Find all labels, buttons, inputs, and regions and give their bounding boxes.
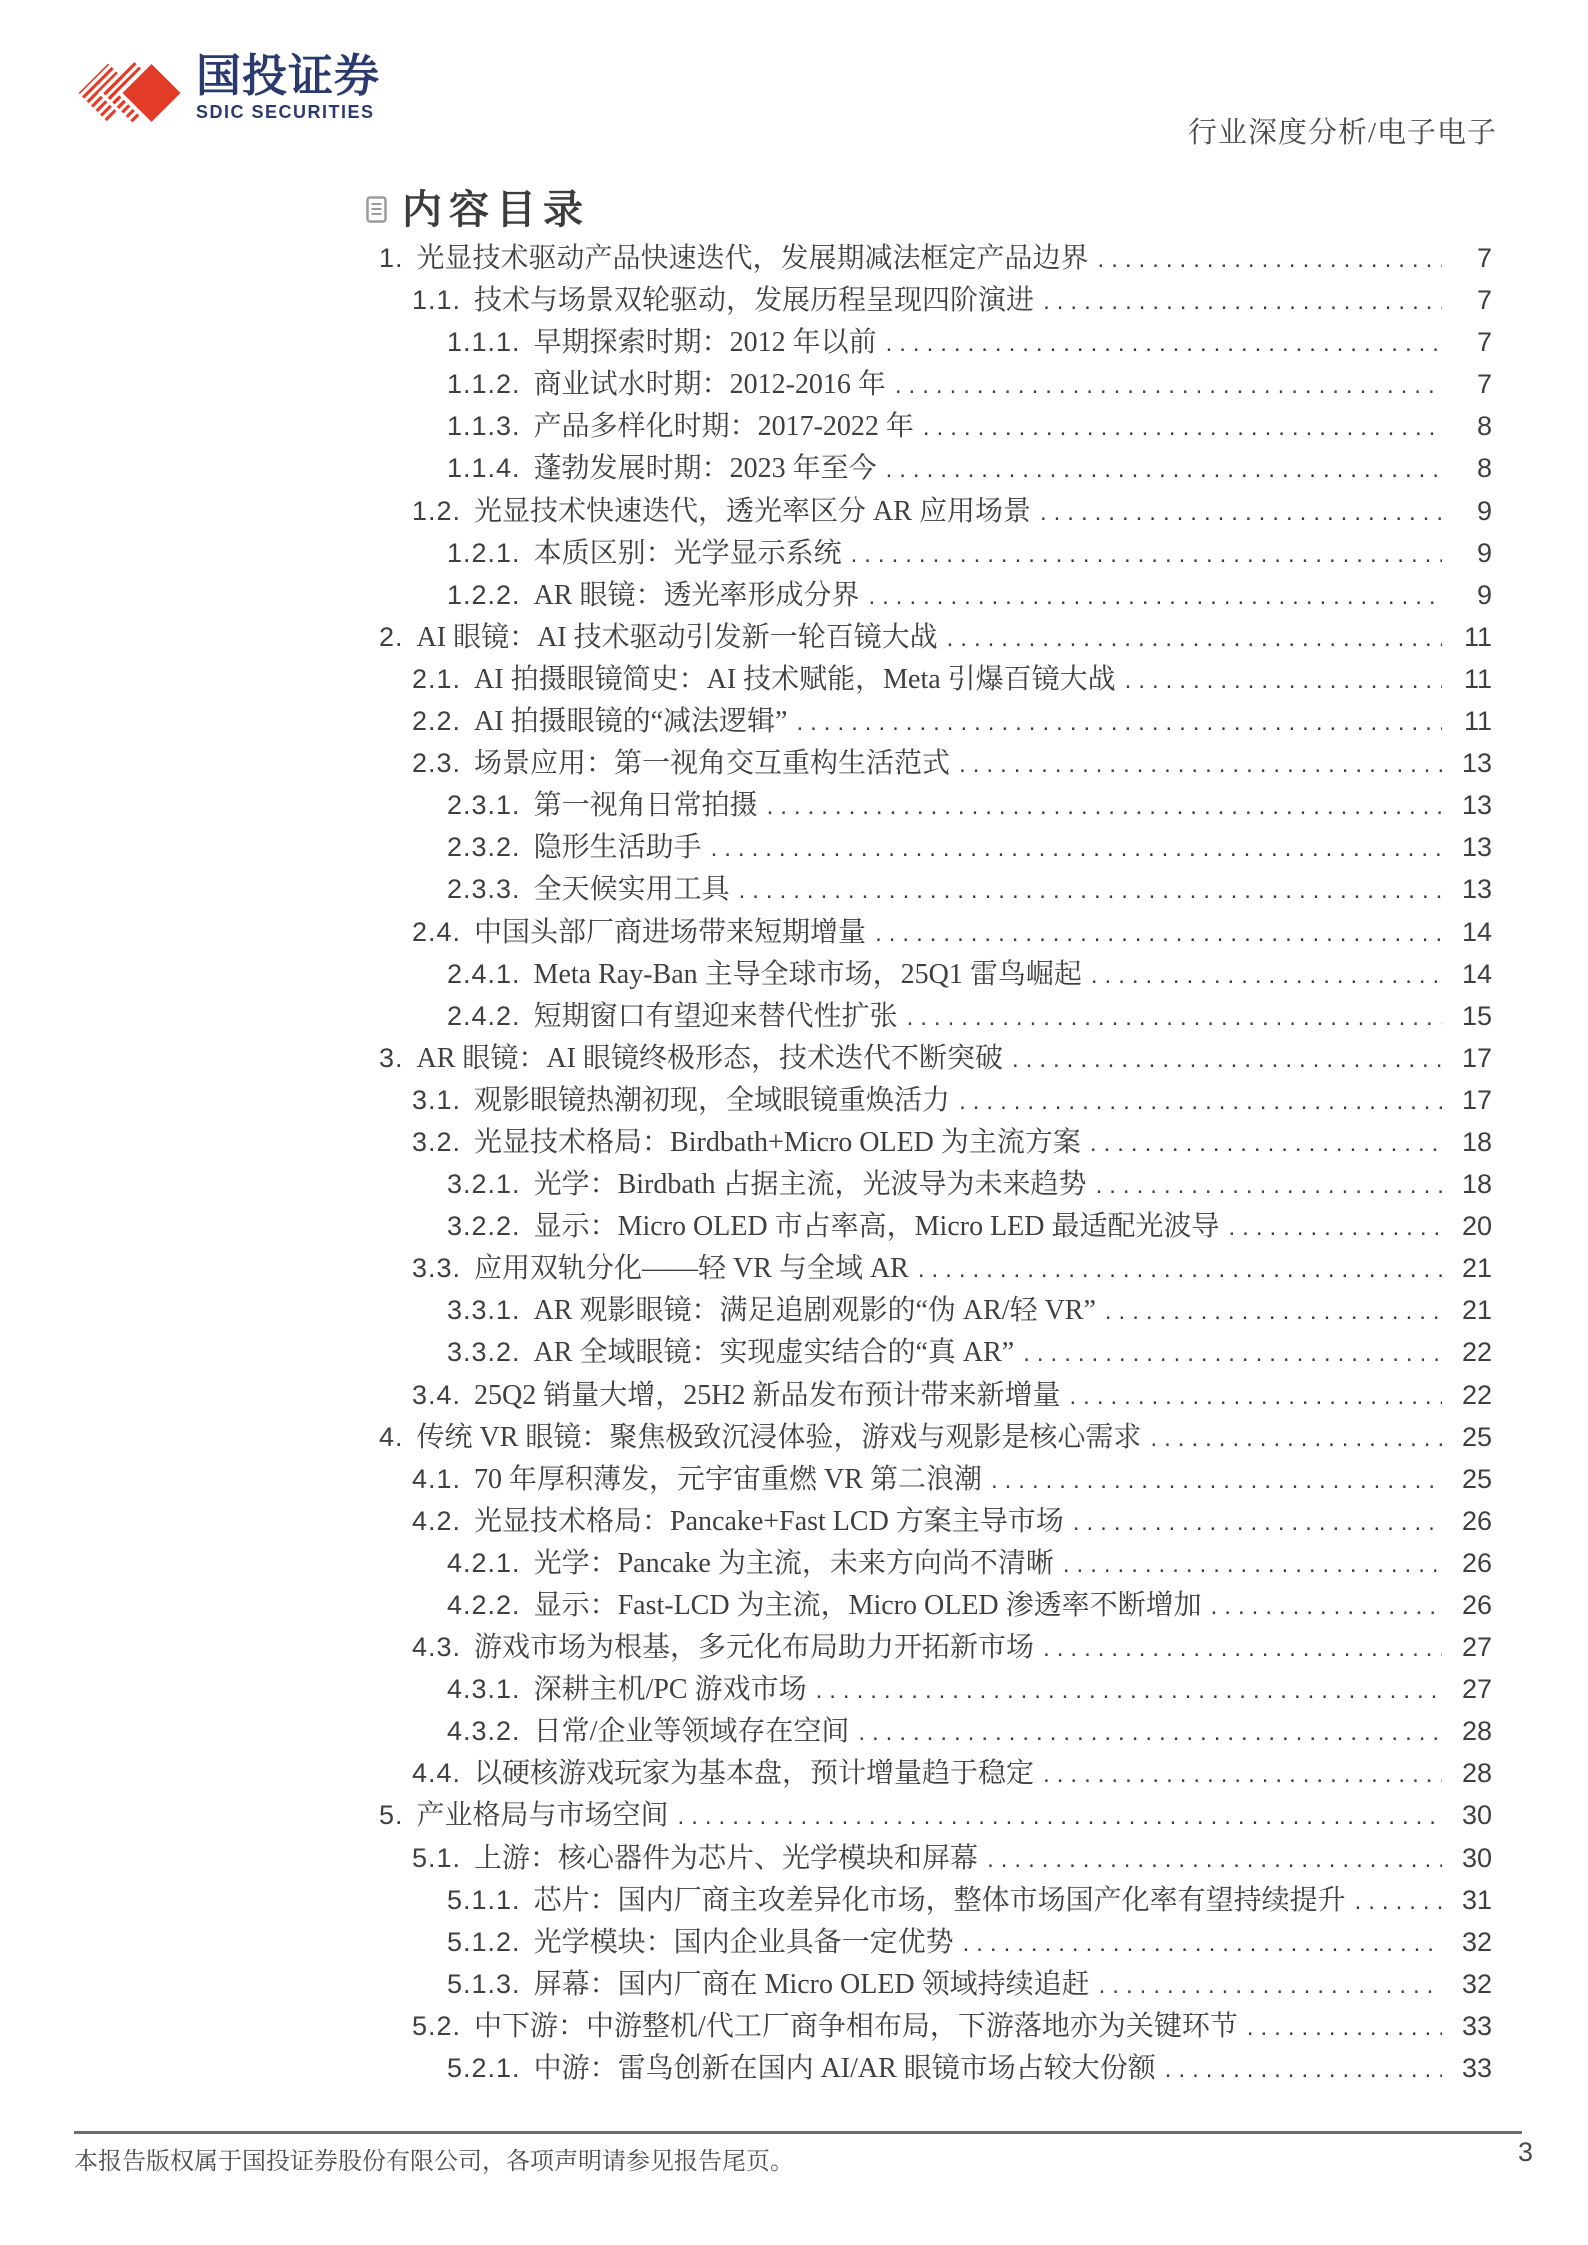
toc-entry-title: 深耕主机/PC 游戏市场 — [533, 1674, 807, 1706]
toc-entry-number: 2.4.1. — [447, 958, 521, 989]
toc-entry-number: 2.3.2. — [447, 832, 521, 863]
toc-dot-leader — [947, 625, 1442, 653]
toc-entry-title: AR 全域眼镜：实现虚实结合的“真 AR” — [533, 1337, 1015, 1369]
toc-entry-page: 9 — [1476, 579, 1492, 610]
toc-entry[interactable] — [379, 573, 1492, 615]
toc-entry-number: 5.2.1. — [447, 2053, 521, 2084]
logo-company-name-cn: 国投证券 — [196, 50, 381, 101]
footer-copyright: 本报告版权属于国投证券股份有限公司，各项声明请参见报告尾页。 — [74, 2149, 794, 2175]
toc-entry-number: 1.1.2. — [447, 369, 521, 400]
sdic-diamond-logo-icon — [78, 52, 188, 134]
toc-entry-title: 显示：Micro OLED 市占率高，Micro LED 最适配光波导 — [533, 1211, 1220, 1243]
toc-entry-number: 1.1.1. — [447, 327, 521, 358]
sdic-logo — [78, 52, 380, 134]
toc-dot-leader — [1040, 499, 1442, 527]
toc-entry[interactable] — [379, 615, 1492, 657]
toc-entry-page: 27 — [1461, 1632, 1492, 1663]
toc-entry-title: 游戏市场为根基，多元化布局助力开拓新市场 — [474, 1632, 1035, 1664]
toc-entry-page: 8 — [1476, 453, 1492, 484]
toc-entry[interactable] — [379, 404, 1492, 446]
toc-entry[interactable] — [379, 2004, 1492, 2046]
toc-entry-page: 13 — [1461, 832, 1492, 863]
toc-entry-page: 9 — [1476, 537, 1492, 568]
toc-entry-title: 场景应用：第一视角交互重构生活范式 — [474, 748, 951, 780]
toc-entry[interactable] — [379, 278, 1492, 320]
toc-entry-number: 2.2. — [412, 706, 462, 737]
toc-entry-page: 8 — [1476, 411, 1492, 442]
toc-entry-number: 3.3.2. — [447, 1337, 521, 1368]
toc-entry[interactable] — [379, 1583, 1492, 1625]
toc-entry-page: 18 — [1461, 1126, 1492, 1157]
toc-entry-page: 27 — [1461, 1674, 1492, 1705]
toc-entry[interactable] — [379, 867, 1492, 909]
toc-entry[interactable] — [379, 2046, 1492, 2088]
toc-entry-page: 14 — [1461, 916, 1492, 947]
toc-dot-leader — [959, 751, 1442, 779]
toc-entry-title: 全天候实用工具 — [533, 874, 730, 906]
toc-entry-title: 中下游：中游整机/代工厂商争相布局，下游落地亦为关键环节 — [474, 2010, 1238, 2042]
toc-entry-number: 2. — [379, 621, 404, 652]
toc-dot-leader — [678, 1803, 1442, 1831]
toc-entry-number: 4. — [379, 1421, 404, 1452]
toc-entry-title: 光显技术格局：Birdbath+Micro OLED 为主流方案 — [474, 1126, 1081, 1158]
toc-entry[interactable] — [379, 1246, 1492, 1288]
footer-divider — [74, 2131, 1522, 2134]
toc-dot-leader — [1043, 288, 1442, 316]
toc-entry[interactable] — [379, 741, 1492, 783]
toc-dot-leader — [1229, 1214, 1443, 1242]
toc-dot-leader — [1211, 1593, 1442, 1621]
toc-entry[interactable] — [379, 699, 1492, 741]
toc-entry-page: 31 — [1461, 1884, 1492, 1915]
toc-dot-leader — [1125, 667, 1442, 695]
toc-entry-page: 21 — [1461, 1295, 1492, 1326]
toc-dot-leader — [767, 793, 1442, 821]
toc-entry-page: 7 — [1476, 243, 1492, 273]
toc-entry-page: 28 — [1461, 1716, 1492, 1747]
toc-entry-number: 2.3.1. — [447, 790, 521, 821]
toc-dot-leader — [1043, 1761, 1442, 1789]
toc-entry[interactable] — [379, 1667, 1492, 1709]
toc-entry[interactable] — [379, 1288, 1492, 1330]
toc-entry-title: 应用双轨分化——轻 VR 与全域 AR — [474, 1253, 909, 1285]
toc-entry[interactable] — [379, 320, 1492, 362]
toc-entry[interactable] — [379, 783, 1492, 825]
toc-entry-number: 1.2.2. — [447, 579, 521, 610]
toc-entry-page: 33 — [1461, 2053, 1492, 2084]
toc-dot-leader — [1091, 962, 1442, 990]
toc-entry-number: 4.2.2. — [447, 1590, 521, 1620]
toc-entry-number: 3.3.1. — [447, 1295, 521, 1326]
toc-entry-number: 5.2. — [412, 2010, 462, 2041]
toc-entry[interactable] — [379, 446, 1492, 488]
toc-entry-title: 日常/企业等领域存在空间 — [533, 1716, 850, 1748]
toc-entry[interactable] — [379, 952, 1492, 994]
toc-entry[interactable] — [379, 1457, 1492, 1499]
report-type-label: 行业深度分析/电子电子 — [1187, 117, 1497, 149]
toc-entry-page: 13 — [1461, 748, 1492, 779]
toc-entry[interactable] — [379, 1541, 1492, 1583]
toc-entry-title: 光显技术快速迭代，透光率区分 AR 应用场景 — [474, 495, 1031, 527]
toc-entry[interactable] — [379, 1373, 1492, 1415]
toc-entry-number: 3.2.1. — [447, 1169, 521, 1200]
toc-entry-title: 屏幕：国内厂商在 Micro OLED 领域持续追赶 — [533, 1968, 1090, 2000]
toc-entry-number: 3. — [379, 1042, 404, 1073]
toc-entry-number: 1.2.1. — [447, 537, 521, 568]
toc-entry-title: AR 眼镜：AI 眼镜终极形态，技术迭代不断突破 — [416, 1042, 1003, 1074]
toc-entry-title: 产品多样化时期：2017-2022 年 — [533, 411, 914, 443]
toc-entry-title: 中国头部厂商进场带来短期增量 — [474, 916, 867, 948]
toc-dot-leader — [1090, 1130, 1442, 1158]
toc-entry-title: 光显技术格局：Pancake+Fast LCD 方案主导市场 — [474, 1505, 1064, 1537]
toc-entry-number: 5.1. — [412, 1842, 462, 1873]
toc-entry-title: 光学模块：国内企业具备一定优势 — [533, 1926, 954, 1958]
toc-dot-leader — [1105, 1298, 1442, 1326]
toc-dot-leader — [886, 456, 1442, 484]
toc-entry[interactable] — [379, 1204, 1492, 1246]
toc-entry-number: 3.2.2. — [447, 1211, 521, 1242]
toc-entry-number: 4.3.1. — [447, 1674, 521, 1705]
toc-entry-page: 14 — [1461, 958, 1492, 989]
toc-entry-number: 2.4.2. — [447, 1000, 521, 1031]
toc-dot-leader — [1063, 1551, 1442, 1579]
toc-entry[interactable] — [379, 1751, 1492, 1793]
toc-list — [379, 236, 1492, 2088]
toc-entry-title: 中游：雷鸟创新在国内 AI/AR 眼镜市场占较大份额 — [533, 2053, 1156, 2085]
toc-entry[interactable] — [379, 1120, 1492, 1162]
toc-dot-leader — [1150, 1425, 1442, 1453]
toc-entry-title: 隐形生活助手 — [533, 832, 702, 864]
toc-entry-page: 17 — [1461, 1084, 1492, 1115]
toc-entry-number: 1.1. — [412, 285, 462, 316]
toc-entry-number: 1.1.4. — [447, 453, 521, 484]
toc-entry-title: AI 眼镜：AI 技术驱动引发新一轮百镜大战 — [416, 621, 938, 653]
toc-entry[interactable] — [379, 1793, 1492, 1835]
toc-entry-number: 3.4. — [412, 1379, 462, 1410]
document-icon — [366, 196, 387, 223]
toc-entry[interactable] — [379, 1709, 1492, 1751]
toc-entry[interactable] — [379, 657, 1492, 699]
toc-entry[interactable] — [379, 825, 1492, 867]
toc-dot-leader — [858, 1719, 1442, 1747]
toc-entry-number: 5. — [379, 1800, 404, 1831]
toc-entry-page: 20 — [1461, 1211, 1492, 1242]
toc-entry-number: 3.1. — [412, 1084, 462, 1115]
toc-dot-leader — [851, 541, 1442, 569]
toc-entry[interactable] — [379, 1920, 1492, 1962]
logo-text — [196, 52, 380, 123]
toc-entry-page: 30 — [1461, 1800, 1492, 1831]
toc-dot-leader — [907, 1004, 1442, 1032]
toc-entry-number: 3.3. — [412, 1253, 462, 1284]
toc-entry[interactable] — [379, 362, 1492, 404]
toc-entry-title: 芯片：国内厂商主攻差异化市场，整体市场国产化率有望持续提升 — [533, 1884, 1346, 1916]
toc-entry-page: 21 — [1461, 1253, 1492, 1284]
toc-entry[interactable] — [379, 489, 1492, 531]
toc-dot-leader — [1355, 1888, 1442, 1916]
toc-entry[interactable] — [379, 1162, 1492, 1204]
toc-entry-page: 13 — [1461, 874, 1492, 905]
toc-entry-page: 15 — [1461, 1000, 1492, 1031]
toc-entry-page: 22 — [1461, 1379, 1492, 1410]
toc-entry-page: 22 — [1461, 1337, 1492, 1368]
toc-entry-page: 32 — [1461, 1968, 1492, 1999]
toc-entry-number: 5.1.2. — [447, 1926, 521, 1957]
toc-entry-page: 25 — [1461, 1421, 1492, 1452]
toc-entry-number: 4.2. — [412, 1505, 462, 1536]
toc-entry-title: 早期探索时期：2012 年以前 — [533, 327, 877, 359]
toc-entry-title: 上游：核心器件为芯片、光学模块和屏幕 — [474, 1842, 979, 1874]
toc-entry-page: 25 — [1461, 1463, 1492, 1494]
toc-entry-page: 33 — [1461, 2010, 1492, 2041]
toc-dot-leader — [959, 1088, 1442, 1116]
toc-dot-leader — [963, 1930, 1442, 1958]
toc-entry-title: AR 眼镜：透光率形成分界 — [533, 579, 860, 611]
toc-entry-page: 26 — [1461, 1505, 1492, 1536]
toc-entry-number: 3.2. — [412, 1126, 462, 1157]
toc-entry-number: 4.2.1. — [447, 1547, 521, 1578]
toc-entry[interactable] — [379, 994, 1492, 1036]
toc-dot-leader — [987, 1846, 1442, 1874]
toc-entry-number: 4.3.2. — [447, 1716, 521, 1747]
toc-entry-title: AI 拍摄眼镜简史：AI 技术赋能，Meta 引爆百镜大战 — [474, 663, 1116, 695]
toc-entry-number: 4.4. — [412, 1758, 462, 1789]
toc-entry-number: 1.2. — [412, 495, 462, 526]
toc-dot-leader — [816, 1677, 1442, 1705]
toc-entry-title: 以硬核游戏玩家为基本盘，预计增量趋于稳定 — [474, 1758, 1035, 1790]
toc-entry-title: AR 观影眼镜：满足追剧观影的“伪 AR/轻 VR” — [533, 1295, 1096, 1327]
toc-entry-title: 传统 VR 眼镜：聚焦极致沉浸体验，游戏与观影是核心需求 — [416, 1421, 1142, 1453]
toc-entry[interactable] — [379, 236, 1492, 278]
toc-entry-title: Meta Ray-Ban 主导全球市场，25Q1 雷鸟崛起 — [533, 958, 1082, 990]
toc-dot-leader — [1070, 1383, 1443, 1411]
toc-dot-leader — [711, 835, 1442, 863]
toc-entry-page: 11 — [1463, 663, 1492, 694]
toc-entry-title: 观影眼镜热潮初现，全域眼镜重焕活力 — [474, 1084, 951, 1116]
toc-entry-title: 70 年厚积薄发，元宇宙重燃 VR 第二浪潮 — [474, 1463, 982, 1495]
toc-entry-number: 2.4. — [412, 916, 462, 947]
toc-entry-page: 11 — [1463, 706, 1492, 737]
toc-entry-page: 26 — [1461, 1590, 1492, 1620]
toc-dot-leader — [1043, 1635, 1442, 1663]
toc-entry-page: 18 — [1461, 1169, 1492, 1200]
toc-dot-leader — [1012, 1046, 1442, 1074]
toc-dot-leader — [868, 583, 1442, 611]
toc-entry-page: 30 — [1461, 1842, 1492, 1873]
toc-entry-title: 本质区别：光学显示系统 — [533, 537, 842, 569]
toc-dot-leader — [991, 1467, 1442, 1495]
toc-dot-leader — [1099, 1972, 1442, 2000]
toc-dot-leader — [739, 877, 1442, 905]
toc-entry-title: 光显技术驱动产品快速迭代，发展期减法框定产品边界 — [416, 243, 1089, 274]
toc-entry-number: 1.1.3. — [447, 411, 521, 442]
toc-entry-number: 2.3. — [412, 748, 462, 779]
toc-dot-leader — [1096, 1172, 1442, 1200]
toc-entry-page: 26 — [1461, 1547, 1492, 1578]
toc-entry-title: 光学：Birdbath 占据主流，光波导为未来趋势 — [533, 1169, 1087, 1201]
toc-entry-page: 7 — [1476, 327, 1492, 358]
toc-entry-title: 商业试水时期：2012-2016 年 — [533, 369, 886, 401]
toc-title-row — [366, 178, 590, 235]
logo-company-name-en: SDIC SECURITIES — [196, 101, 375, 122]
toc-entry-number: 5.1.3. — [447, 1968, 521, 1999]
toc-entry[interactable] — [379, 910, 1492, 952]
footer-page-number: 3 — [1517, 2137, 1533, 2167]
toc-entry[interactable] — [379, 1330, 1492, 1372]
toc-entry[interactable] — [379, 1036, 1492, 1078]
toc-entry[interactable] — [379, 1415, 1492, 1457]
toc-entry[interactable] — [379, 1962, 1492, 2004]
toc-entry-title: 第一视角日常拍摄 — [533, 790, 758, 822]
toc-entry-title: 25Q2 销量大增，25H2 新品发布预计带来新增量 — [474, 1379, 1061, 1411]
toc-dot-leader — [1098, 246, 1442, 274]
toc-dot-leader — [886, 330, 1442, 358]
toc-entry-page: 32 — [1461, 1926, 1492, 1957]
toc-dot-leader — [1023, 1340, 1442, 1368]
toc-dot-leader — [796, 709, 1442, 737]
toc-entry-number: 1. — [379, 243, 404, 273]
toc-entry-page: 28 — [1461, 1758, 1492, 1789]
toc-entry-number: 2.3.3. — [447, 874, 521, 905]
toc-dot-leader — [875, 920, 1442, 948]
toc-entry-title: 光学：Pancake 为主流，未来方向尚不清晰 — [533, 1547, 1054, 1579]
toc-entry-title: 短期窗口有望迎来替代性扩张 — [533, 1000, 898, 1032]
toc-dot-leader — [918, 1256, 1442, 1284]
toc-entry-page: 9 — [1476, 495, 1492, 526]
toc-entry-title: AI 拍摄眼镜的“减法逻辑” — [474, 706, 788, 738]
toc-entry[interactable] — [379, 1878, 1492, 1920]
toc-entry-number: 5.1.1. — [447, 1884, 521, 1915]
toc-title: 内容目录 — [402, 187, 590, 232]
toc-entry-title: 技术与场景双轮驱动，发展历程呈现四阶演进 — [474, 285, 1035, 317]
toc-entry-number: 2.1. — [412, 663, 462, 694]
toc-entry[interactable] — [379, 531, 1492, 573]
toc-entry[interactable] — [379, 1078, 1492, 1120]
toc-entry-title: 显示：Fast-LCD 为主流，Micro OLED 渗透率不断增加 — [533, 1590, 1202, 1621]
toc-dot-leader — [895, 372, 1442, 400]
toc-entry-page: 7 — [1476, 285, 1492, 316]
toc-entry[interactable] — [379, 1499, 1492, 1541]
toc-entry[interactable] — [379, 1836, 1492, 1878]
toc-dot-leader — [1247, 2014, 1442, 2042]
toc-entry-page: 7 — [1476, 369, 1492, 400]
toc-entry-title: 蓬勃发展时期：2023 年至今 — [533, 453, 877, 485]
toc-dot-leader — [923, 414, 1442, 442]
toc-entry-title: 产业格局与市场空间 — [416, 1800, 669, 1832]
toc-entry-page: 11 — [1463, 621, 1492, 652]
toc-dot-leader — [1073, 1509, 1442, 1537]
toc-entry-number: 4.3. — [412, 1632, 462, 1663]
toc-entry-page: 17 — [1461, 1042, 1492, 1073]
toc-dot-leader — [1165, 2056, 1442, 2084]
toc-entry-number: 4.1. — [412, 1463, 462, 1494]
toc-entry-page: 13 — [1461, 790, 1492, 821]
toc-entry[interactable] — [379, 1625, 1492, 1667]
